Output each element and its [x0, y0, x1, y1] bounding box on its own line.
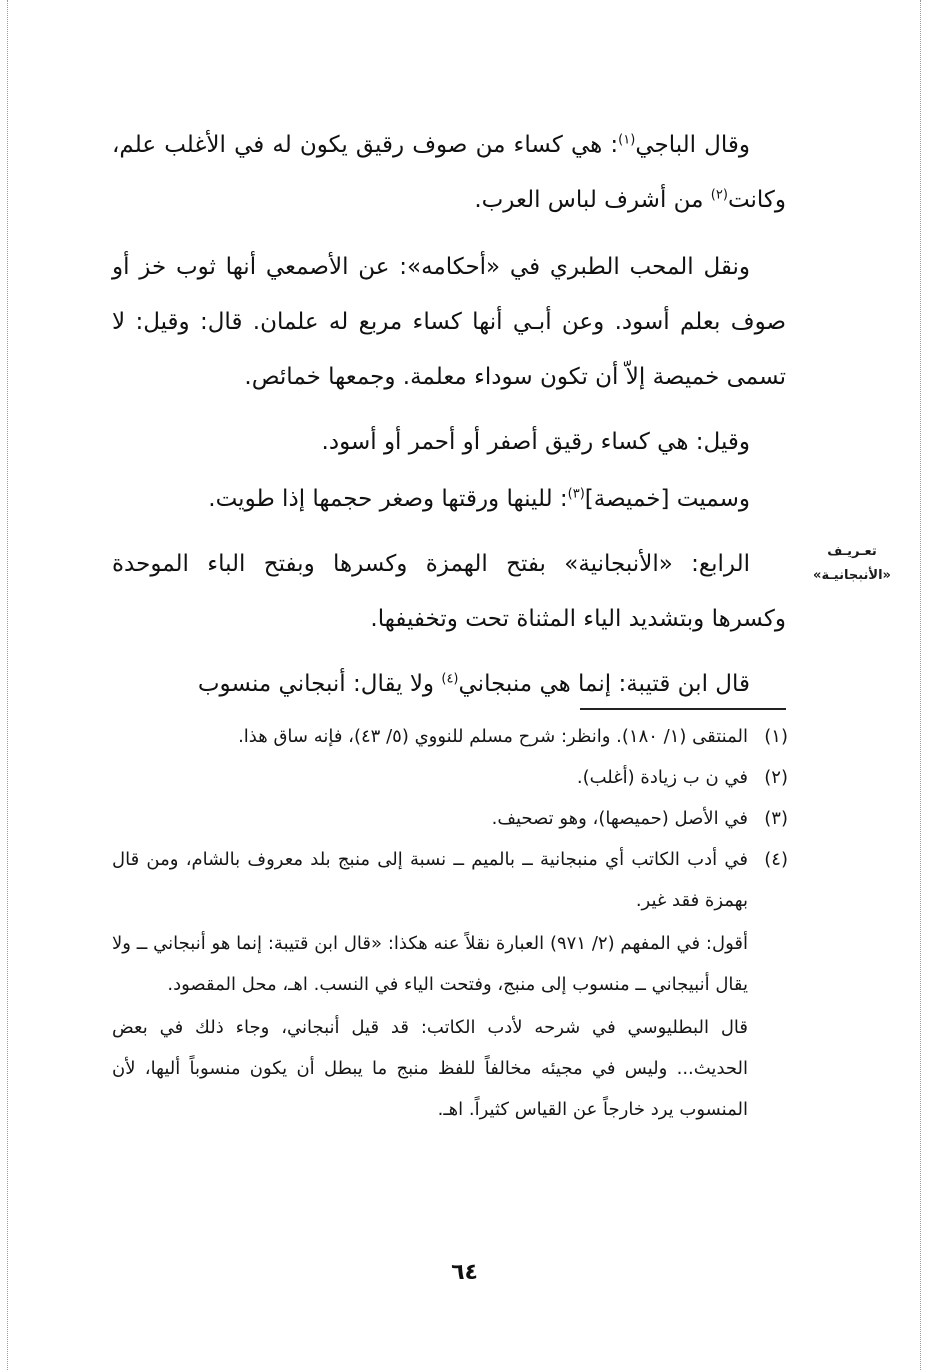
footnote-4: [112, 839, 788, 1130]
footnote-body: [112, 757, 748, 798]
paragraph-colors: وقيل: هي كساء رقيق أصفر أو أحمر أو أسود.: [321, 429, 750, 455]
paragraph-naming: [112, 472, 786, 527]
footnote-body: [112, 839, 748, 1130]
margin-note: [806, 540, 898, 588]
footnote-text: في أدب الكاتب أي منبجانية ــ بالميم ــ نسبة إلى منبج بلد معروف بالشام، ومن قال بهمزة فقد غير.: [112, 849, 748, 911]
margin-note-line-1: تعـريـف: [827, 544, 877, 559]
footnote-text: أقول: في المفهم (٢/ ٩٧١) العبارة نقلاً عنه هكذا: «قال ابن قتيبة: إنما هو أنبجاني ــ ولا يقال أنبيجاني ــ منسوب إلى منبج، وفتحت الياء في النسب. اهـ، محل المقصود.: [112, 933, 748, 995]
footnote-number: (٤): [764, 849, 788, 870]
text-run: قال ابن قتيبة: إنما هي منبجاني: [458, 671, 750, 697]
margin-note-line-2: «الأنبجانيـة»: [813, 568, 891, 583]
footnote-number: (٢): [764, 767, 788, 788]
text-run: وقال الباجي: [635, 132, 751, 158]
footnote-number: (١): [764, 726, 788, 747]
footnotes: [112, 716, 788, 1130]
paragraph-baji: [112, 118, 786, 228]
footnote-2: [112, 757, 788, 798]
footnote-text: المنتقى (١/ ١٨٠). وانظر: شرح مسلم للنووي (٥/ ٤٣)، فإنه ساق هذا.: [238, 726, 748, 747]
footnote-separator: [580, 708, 786, 710]
text-run: ولا يقال: أنبجاني منسوب: [197, 671, 442, 697]
text-run: من أشرف لباس العرب.: [474, 187, 711, 213]
main-text: [112, 118, 786, 722]
text-run: وسميت [خميصة]: [584, 486, 750, 512]
text-run: : هي كساء من صوف رقيق يكون له في الأغلب علم، وكانت: [112, 132, 786, 213]
footnote-text: قال البطليوسي في شرحه لأدب الكاتب: قد قيل أنبجاني، وجاء ذلك في بعض الحديث... وليس في مجيئه مخالفاً للفظ منبج ما يبطل أن يكون منسوباً أليها، لأن المنسوب يرد خارجاً عن القياس كثيراً. اهـ.: [112, 1017, 748, 1120]
footnote-ref-1[interactable]: (١): [618, 132, 636, 148]
paragraph-tabari: ونقل المحب الطبري في «أحكامه»: عن الأصمعي أنها ثوب خز أو صوف بعلم أسود. وعن أبـي أنها كساء مربع له علمان. قال: وقيل: لا تسمى خميصة إلاّ أن تكون سوداء معلمة. وجمعها خمائص.: [112, 254, 786, 390]
footnote-3: [112, 798, 788, 839]
footnote-text: في الأصل (حميصها)، وهو تصحيف.: [491, 808, 748, 829]
footnote-number: (٣): [764, 808, 788, 829]
footnote-body: [112, 716, 748, 757]
footnote-ref-3[interactable]: (٣): [567, 486, 585, 502]
scan-edge-right: [920, 0, 923, 1370]
text-run: : للينها ورقتها وصغر حجمها إذا طويت.: [208, 486, 568, 512]
footnote-ref-4[interactable]: (٤): [441, 671, 459, 687]
page-number: ٦٤: [451, 1260, 478, 1285]
footnote-1: [112, 716, 788, 757]
scan-edge-left: [7, 0, 10, 1370]
paragraph-ibn-qutayba: [112, 657, 786, 712]
paragraph-fourth: الرابع: «الأنبجانية» بفتح الهمزة وكسرها وبفتح الباء الموحدة وكسرها وبتشديد الياء المثناة تحت وتخفيفها.: [112, 551, 786, 632]
footnote-text: في ن ب زيادة (أغلب).: [576, 767, 748, 788]
footnote-ref-2[interactable]: (٢): [710, 187, 728, 203]
footnote-body: [112, 798, 748, 839]
